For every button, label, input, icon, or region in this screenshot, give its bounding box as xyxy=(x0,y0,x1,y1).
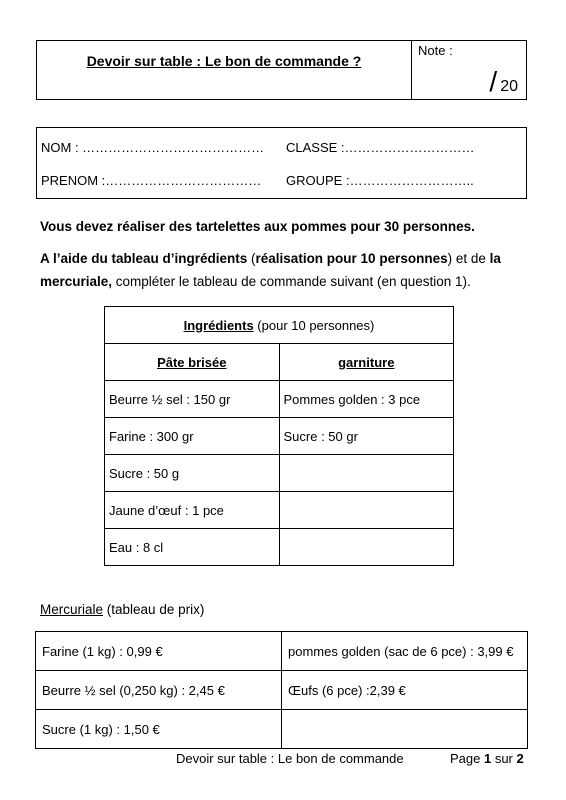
col-header-garniture-label: garniture xyxy=(338,354,395,370)
identity-box xyxy=(36,127,527,199)
intro-line-2-b: ( xyxy=(247,251,256,266)
ingredients-header-row xyxy=(105,344,454,381)
table-row xyxy=(36,632,528,671)
table-cell xyxy=(279,455,454,492)
mercuriale-heading-rest: (tableau de prix) xyxy=(103,602,205,617)
note-label: Note : xyxy=(418,43,453,58)
ingredients-title-rest: (pour 10 personnes) xyxy=(253,317,375,333)
page-word: Page xyxy=(450,751,484,766)
header-divider xyxy=(411,41,412,99)
classe-field[interactable]: CLASSE :………………………… xyxy=(286,140,475,155)
table-cell: Farine : 300 gr xyxy=(105,418,280,455)
page-total: 2 xyxy=(516,751,524,766)
table-row xyxy=(36,671,528,710)
table-cell: Jaune d’œuf : 1 pce xyxy=(105,492,280,529)
footer-title: Devoir sur table : Le bon de commande xyxy=(176,751,404,766)
header-box xyxy=(36,40,527,100)
intro-line-2 xyxy=(40,250,501,268)
score xyxy=(489,66,518,98)
table-cell: Beurre ½ sel : 150 gr xyxy=(105,381,280,418)
ingredients-title: Ingrédients xyxy=(183,317,254,333)
table-cell: Beurre ½ sel (0,250 kg) : 2,45 € xyxy=(36,671,282,710)
score-total: 20 xyxy=(500,78,518,95)
mercuriale-table xyxy=(35,631,528,749)
col-header-pate-label: Pâte brisée xyxy=(157,354,227,370)
page-number xyxy=(450,751,524,766)
groupe-field[interactable]: GROUPE :……………………….. xyxy=(286,173,474,188)
mercuriale-heading xyxy=(40,601,204,619)
table-row xyxy=(105,529,454,566)
table-row xyxy=(105,381,454,418)
intro-line-1: Vous devez réaliser des tartelettes aux pommes pour 30 personnes. xyxy=(40,219,475,234)
ingredients-title-row xyxy=(105,307,454,344)
prenom-field[interactable]: PRENOM :……………………………… xyxy=(41,173,262,188)
ingredients-table xyxy=(104,306,454,566)
sur-word: sur xyxy=(491,751,517,766)
intro-line-2-c: réalisation pour 10 personnes xyxy=(255,251,448,266)
intro-line-2-a: A l’aide du tableau d’ingrédients xyxy=(40,251,248,266)
page-current: 1 xyxy=(483,751,492,766)
table-cell: pommes golden (sac de 6 pce) : 3,99 € xyxy=(282,632,528,671)
intro-line-2-e: la xyxy=(489,251,501,266)
table-cell: Sucre (1 kg) : 1,50 € xyxy=(36,710,282,749)
table-row xyxy=(105,418,454,455)
table-row xyxy=(105,492,454,529)
table-cell: Sucre : 50 gr xyxy=(279,418,454,455)
table-cell: Eau : 8 cl xyxy=(105,529,280,566)
col-header-pate xyxy=(105,344,280,381)
page-title: Devoir sur table : Le bon de commande ? xyxy=(86,53,362,69)
table-cell: Œufs (6 pce) :2,39 € xyxy=(282,671,528,710)
table-cell xyxy=(279,529,454,566)
ingredients-title-cell xyxy=(105,307,454,344)
mercuriale-heading-label: Mercuriale xyxy=(40,602,104,617)
table-cell: Pommes golden : 3 pce xyxy=(279,381,454,418)
table-cell: Farine (1 kg) : 0,99 € xyxy=(36,632,282,671)
table-cell xyxy=(282,710,528,749)
intro-line-2-d: ) et de xyxy=(447,251,490,266)
table-row xyxy=(36,710,528,749)
intro-line-3 xyxy=(40,273,471,291)
table-cell: Sucre : 50 g xyxy=(105,455,280,492)
intro-line-3-a: mercuriale, xyxy=(40,274,113,289)
nom-field[interactable]: NOM : …………………………………… xyxy=(41,140,265,155)
table-cell xyxy=(279,492,454,529)
col-header-garniture xyxy=(279,344,454,381)
score-slash: / xyxy=(489,66,498,97)
intro-line-3-b: compléter le tableau de commande suivant (en question 1). xyxy=(112,274,471,289)
table-row xyxy=(105,455,454,492)
